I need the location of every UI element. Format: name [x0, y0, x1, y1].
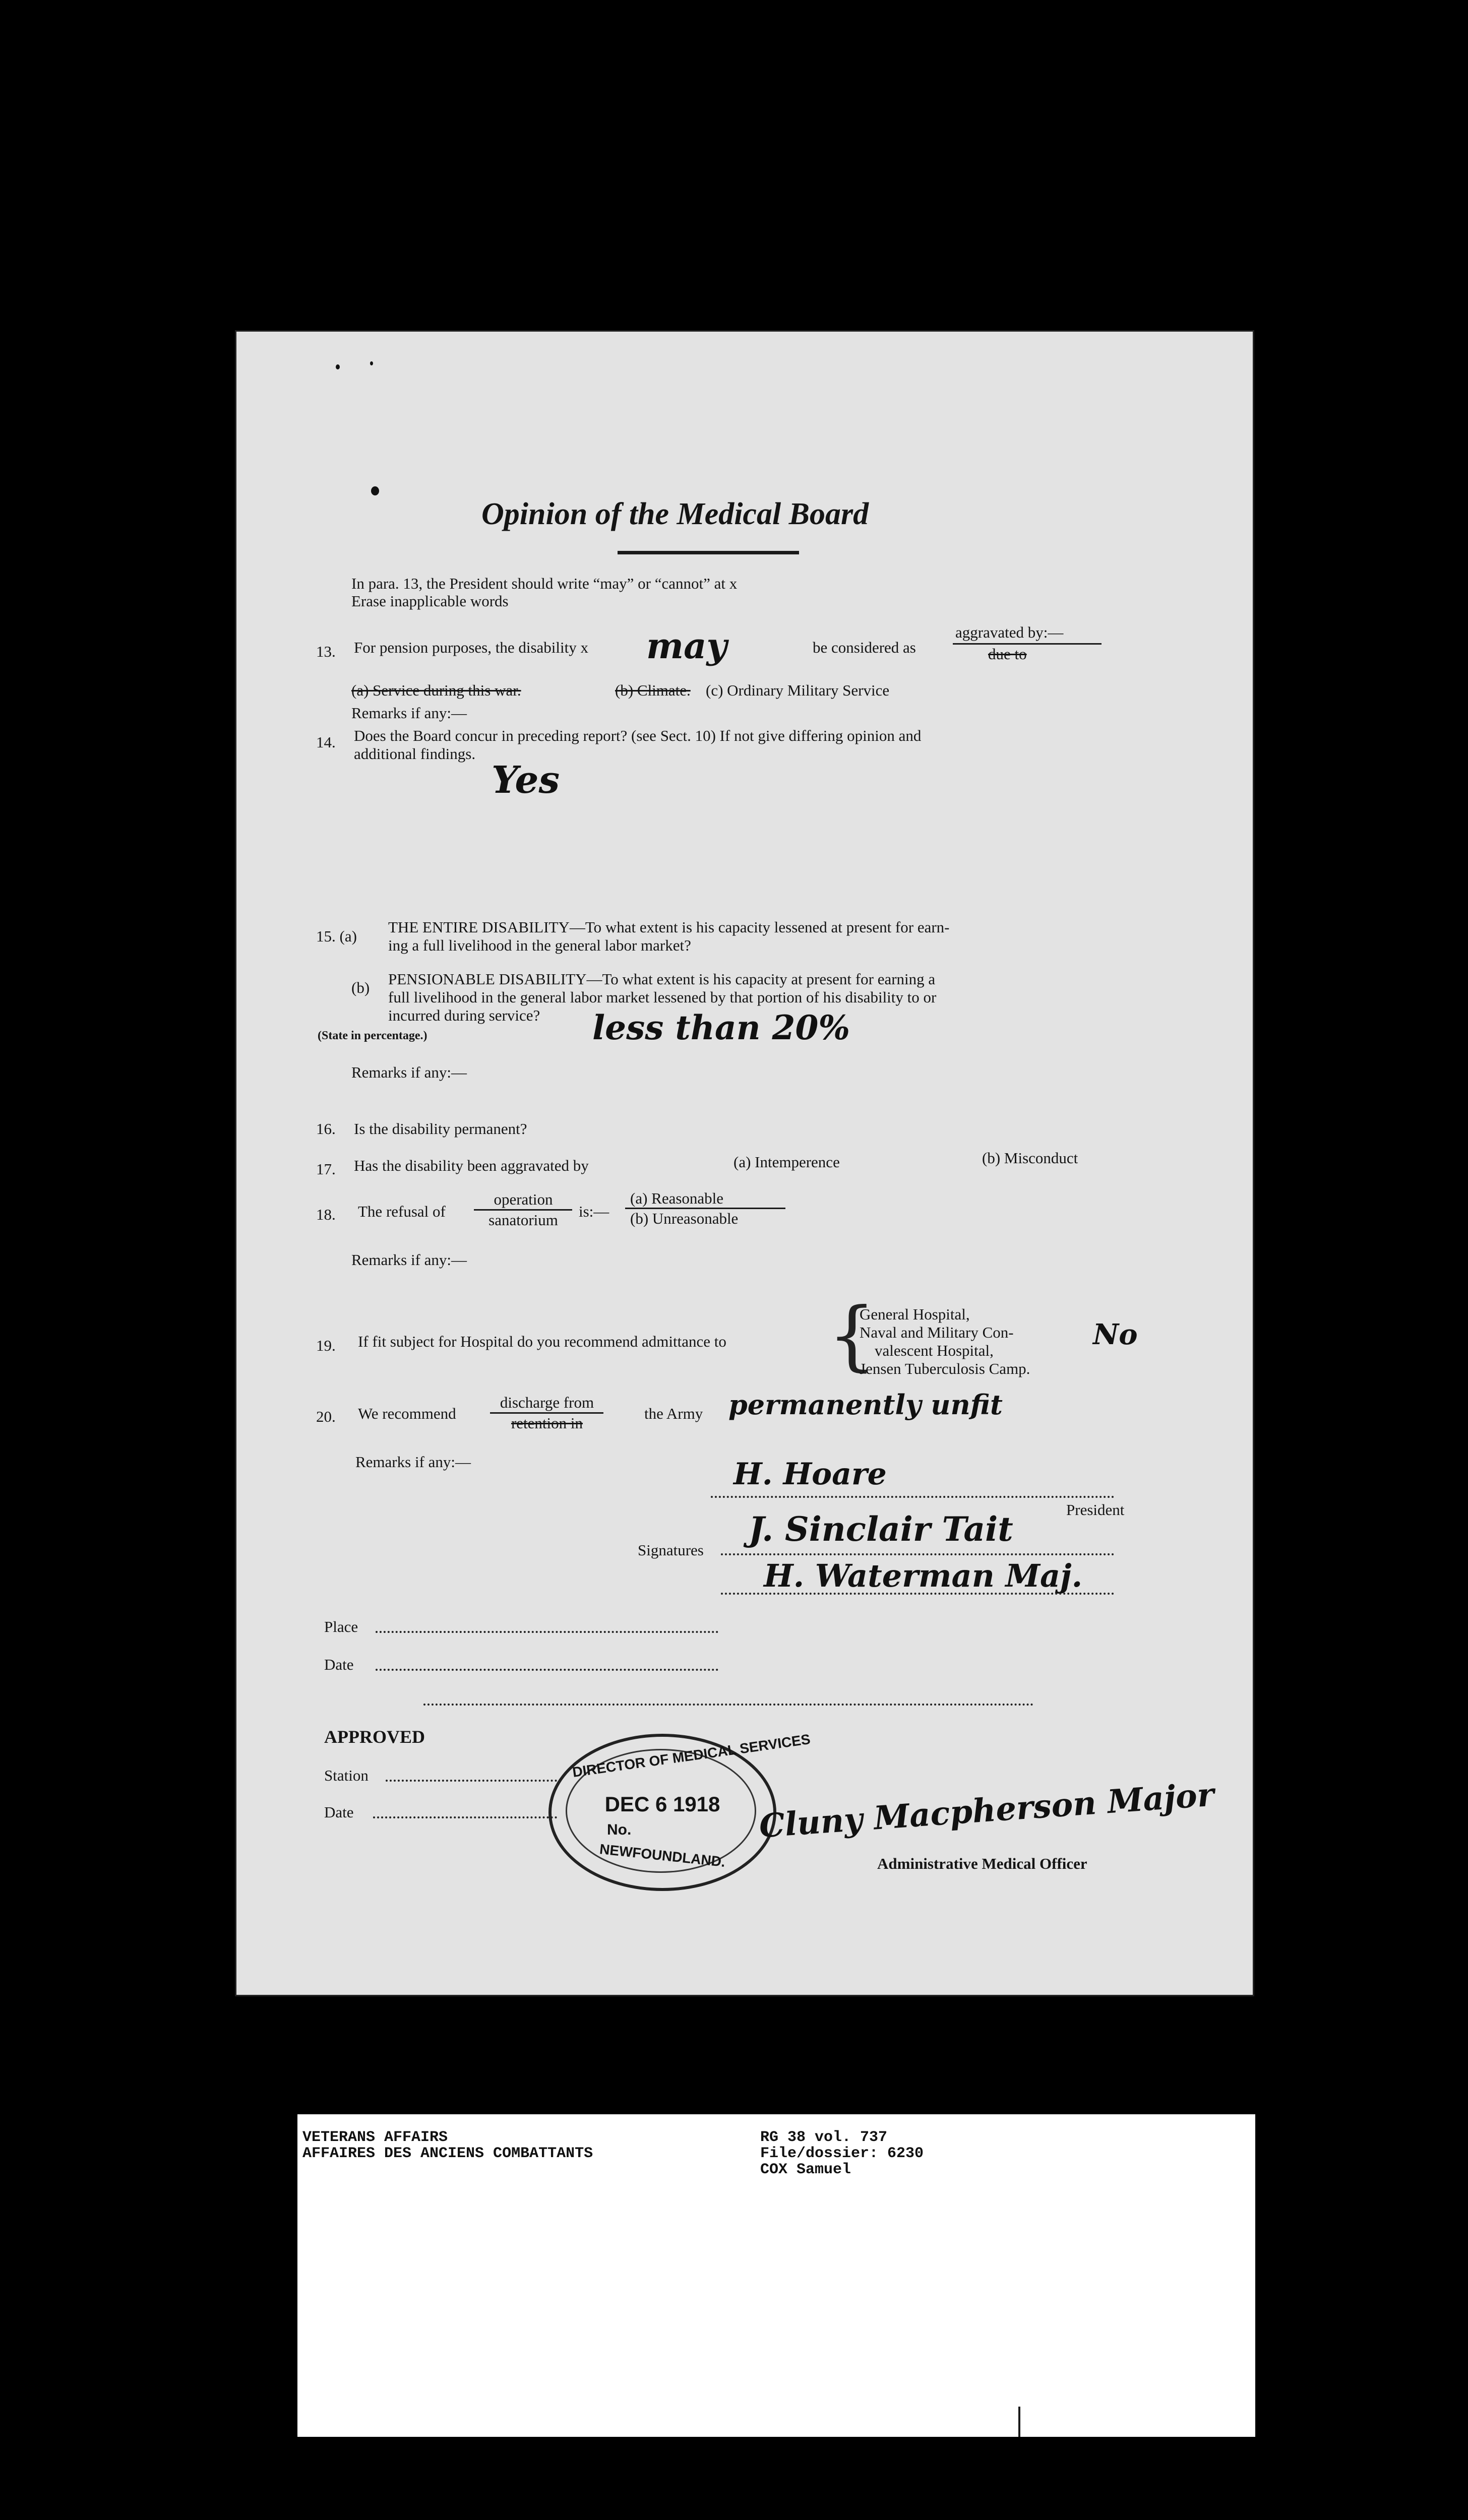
q13-handwritten-answer: may [646, 625, 727, 667]
amo-signature: Cluny Macpherson Major [758, 1776, 1215, 1846]
q20-number: 20. [316, 1408, 336, 1425]
archive-label-card [297, 2114, 1255, 2437]
label-ref-2: File/dossier: 6230 [760, 2145, 924, 2162]
q13-option-b: (b) Climate. [615, 681, 691, 699]
approved-date-label: Date [324, 1803, 354, 1821]
q20-remarks: Remarks if any:— [355, 1453, 471, 1471]
label-line-2: AFFAIRES DES ANCIENS COMBATTANTS [302, 2145, 593, 2162]
q16-number: 16. [316, 1120, 336, 1138]
q18-is: is:— [579, 1203, 609, 1220]
q18-option-unreasonable: (b) Unreasonable [630, 1210, 739, 1227]
q19-option-4: Jensen Tuberculosis Camp. [860, 1360, 1030, 1377]
q18-option-operation: operation [494, 1190, 553, 1208]
q18-number: 18. [316, 1206, 336, 1223]
approved-date-line [373, 1816, 557, 1818]
q15-number: 15. (a) [316, 927, 357, 945]
q13-option-aggravated: aggravated by:— [955, 623, 1064, 641]
q19-number: 19. [316, 1337, 336, 1354]
amo-label: Administrative Medical Officer [877, 1855, 1087, 1872]
q18-text: The refusal of [358, 1203, 446, 1220]
signature-line-3 [721, 1593, 1114, 1595]
signature-line-1 [711, 1496, 1114, 1498]
q20-option-discharge: discharge from [500, 1394, 594, 1411]
q14-line-1: Does the Board concur in preceding report? (see Sect. 10) If not give differing opinion and [354, 727, 922, 744]
place-label: Place [324, 1618, 358, 1635]
q13-fraction-rule [953, 643, 1102, 645]
q13-text: For pension purposes, the disability x [354, 639, 588, 656]
q20-option-retention: retention in [511, 1414, 583, 1432]
q19-option-1: General Hospital, [860, 1305, 970, 1323]
label-ref-1: RG 38 vol. 737 [760, 2129, 888, 2146]
signatures-label: Signatures [638, 1541, 704, 1559]
place-line [376, 1631, 718, 1633]
q15b-label: (b) [351, 979, 370, 996]
q15a-line-2: ing a full livelihood in the general labor market? [388, 936, 691, 954]
q18-option-sanatorium: sanatorium [488, 1211, 558, 1229]
q13-considered-as: be considered as [813, 639, 916, 656]
date-label: Date [324, 1656, 354, 1673]
label-mark [1018, 2407, 1020, 2437]
q20-fraction-rule [490, 1412, 603, 1414]
q19-handwritten-answer: No [1093, 1318, 1138, 1351]
q15-handwritten-answer: less than 20% [592, 1008, 850, 1047]
q19-text: If fit subject for Hospital do you recommend admittance to [358, 1333, 726, 1350]
signature-president: H. Hoare [733, 1457, 887, 1492]
signature-member-2: H. Waterman Maj. [764, 1557, 1083, 1594]
q14-handwritten-answer: Yes [492, 759, 560, 802]
q18-fraction-rule [474, 1209, 572, 1211]
station-label: Station [324, 1767, 369, 1784]
instruction-line-2: Erase inapplicable words [351, 592, 509, 610]
q15-state-percentage: (State in percentage.) [318, 1029, 427, 1042]
q20-text: We recommend [358, 1405, 456, 1422]
q13-number: 13. [316, 643, 336, 660]
q14-line-2: additional findings. [354, 745, 476, 763]
approved-label: APPROVED [324, 1727, 425, 1747]
q17-number: 17. [316, 1160, 336, 1178]
label-ref-3: COX Samuel [760, 2161, 851, 2178]
q15-remarks: Remarks if any:— [351, 1063, 467, 1081]
instruction-line-1: In para. 13, the President should write “may” or “cannot” at x [351, 575, 738, 592]
q15b-line-2: full livelihood in the general labor market lessened by that portion of his disability to or [388, 988, 937, 1006]
signature-member-1: J. Sinclair Tait [749, 1509, 1013, 1549]
q15b-line-3: incurred during service? [388, 1006, 540, 1024]
president-label: President [1066, 1501, 1125, 1519]
extra-line [423, 1704, 1033, 1706]
q19-option-2: Naval and Military Con- [860, 1324, 1014, 1341]
q15a-line-1: THE ENTIRE DISABILITY—To what extent is his capacity lessened at present for earn- [388, 918, 950, 936]
stamp-top-text: DIRECTOR OF MEDICAL SERVICES [571, 1731, 812, 1780]
q17-option-a: (a) Intemperence [733, 1153, 840, 1171]
q13-remarks: Remarks if any:— [351, 704, 467, 722]
q13-option-due-to: due to [988, 645, 1027, 663]
stamp-bottom-text: NEWFOUNDLAND. [598, 1841, 726, 1870]
q18-option-reasonable: (a) Reasonable [630, 1189, 724, 1207]
q17-text: Has the disability been aggravated by [354, 1157, 589, 1174]
director-medical-services-stamp [548, 1731, 812, 1891]
speck [371, 486, 379, 495]
speck [336, 364, 340, 369]
q16-text: Is the disability permanent? [354, 1120, 527, 1138]
q19-brace: { [828, 1292, 876, 1379]
q14-number: 14. [316, 733, 336, 751]
speck [370, 361, 373, 365]
q17-option-b: (b) Misconduct [982, 1149, 1078, 1167]
q13-option-a: (a) Service during this war. [351, 681, 521, 699]
date-line [376, 1669, 718, 1671]
q20-the-army: the Army [644, 1405, 703, 1422]
q20-handwritten-answer: permanently unfit [728, 1389, 1003, 1421]
label-line-1: VETERANS AFFAIRS [302, 2129, 448, 2146]
title-underline [618, 551, 799, 554]
q19-option-3: valescent Hospital, [875, 1342, 994, 1359]
q18-option-rule [625, 1208, 785, 1209]
q15b-line-1: PENSIONABLE DISABILITY—To what extent is his capacity at present for earning a [388, 970, 936, 988]
q18-remarks: Remarks if any:— [351, 1251, 467, 1269]
signature-line-2 [721, 1553, 1114, 1555]
form-title: Opinion of the Medical Board [481, 497, 869, 531]
station-line [386, 1780, 557, 1782]
q13-option-c: (c) Ordinary Military Service [706, 681, 890, 699]
stamp-no: No. [607, 1821, 632, 1838]
stamp-date: DEC 6 1918 [604, 1792, 720, 1816]
